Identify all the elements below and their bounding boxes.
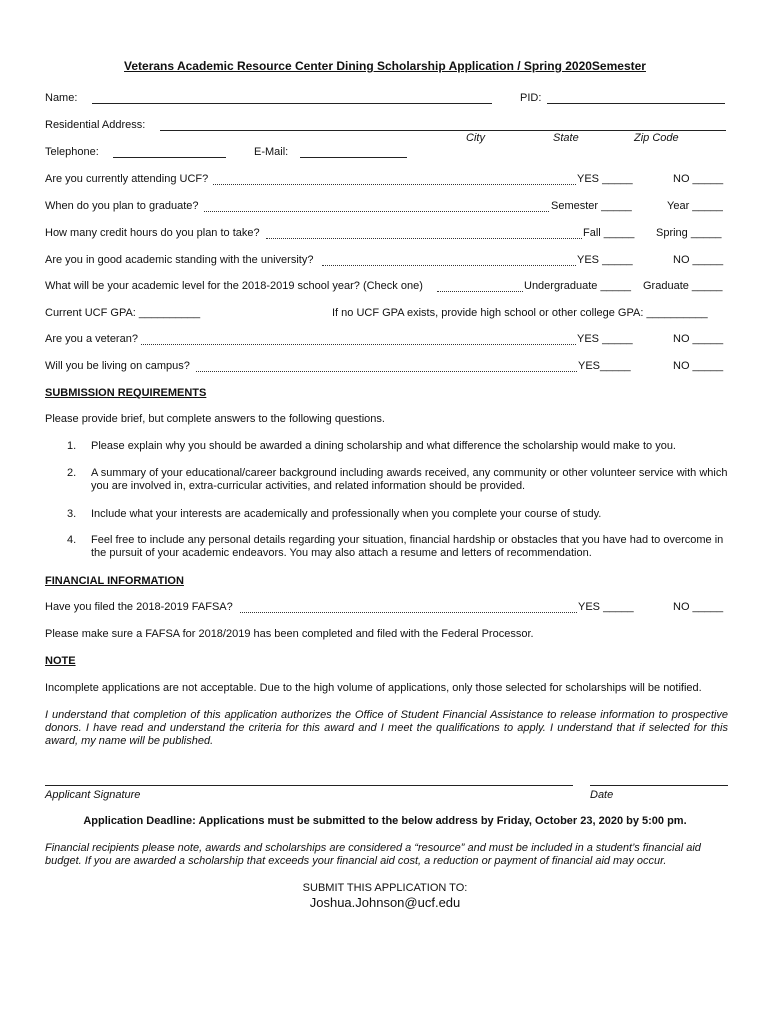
campus-yes[interactable]: YES_____ bbox=[578, 360, 631, 372]
other-gpa-field[interactable]: If no UCF GPA exists, provide high school or other college GPA: __________ bbox=[332, 307, 708, 319]
city-label: City bbox=[466, 132, 485, 144]
campus-no[interactable]: NO _____ bbox=[673, 360, 724, 372]
form-title: Veterans Academic Resource Center Dining Scholarship Application / Spring 2020Semester bbox=[124, 59, 646, 73]
credit-spring[interactable]: Spring _____ bbox=[656, 227, 722, 239]
name-field[interactable] bbox=[92, 103, 492, 104]
question-campus: Will you be living on campus? bbox=[45, 360, 190, 372]
credit-fall[interactable]: Fall _____ bbox=[583, 227, 635, 239]
telephone-label: Telephone: bbox=[45, 146, 99, 158]
graduate-year[interactable]: Year _____ bbox=[667, 200, 723, 212]
pid-label: PID: bbox=[520, 92, 542, 104]
submission-intro: Please provide brief, but complete answers to the following questions. bbox=[45, 413, 385, 425]
address-label: Residential Address: bbox=[45, 119, 146, 131]
requirement-item: Include what your interests are academically and professionally when you complete your course of study. bbox=[91, 508, 602, 520]
leader-dots bbox=[204, 211, 549, 212]
question-attending: Are you currently attending UCF? bbox=[45, 173, 209, 185]
question-standing: Are you in good academic standing with the university? bbox=[45, 254, 314, 266]
telephone-field[interactable] bbox=[113, 157, 226, 158]
name-label: Name: bbox=[45, 92, 78, 104]
consent-text: I understand that completion of this application authorizes the Office of Student Financial Assistance to release information to prospective donors. I have read and understand the criteria for this award and I meet the qualifications to apply. I understand that if selected for this award, my name will be published. bbox=[45, 709, 728, 747]
note-heading: NOTE bbox=[45, 655, 76, 667]
question-academic-level: What will be your academic level for the 2018-2019 school year? (Check one) bbox=[45, 280, 423, 292]
requirement-item: Please explain why you should be awarded a dining scholarship and what difference the scholarship would make to you. bbox=[91, 440, 676, 452]
question-veteran: Are you a veteran? bbox=[45, 333, 138, 345]
item-number: 4. bbox=[67, 534, 77, 546]
item-number: 3. bbox=[67, 508, 77, 520]
level-undergraduate[interactable]: Undergraduate _____ bbox=[524, 280, 632, 292]
fafsa-no[interactable]: NO _____ bbox=[673, 601, 724, 613]
question-credit-hours: How many credit hours do you plan to take? bbox=[45, 227, 260, 239]
current-gpa-field[interactable]: Current UCF GPA: __________ bbox=[45, 307, 201, 319]
leader-dots bbox=[240, 612, 577, 613]
signature-line[interactable] bbox=[45, 785, 573, 786]
submit-email[interactable]: Joshua.Johnson@ucf.edu bbox=[309, 895, 461, 910]
graduate-semester[interactable]: Semester _____ bbox=[551, 200, 632, 212]
veteran-no[interactable]: NO _____ bbox=[673, 333, 724, 345]
recipients-note: Financial recipients please note, awards and scholarships are considered a “resource” and must be included in a student’s financial aid budget. If you are awarded a scholarship that exceeds your financial aid cost, a reduction or payment of financial aid may occur. bbox=[45, 842, 701, 867]
submit-to-label: SUBMIT THIS APPLICATION TO: bbox=[302, 882, 468, 894]
attending-no[interactable]: NO _____ bbox=[673, 173, 724, 185]
submission-heading: SUBMISSION REQUIREMENTS bbox=[45, 387, 207, 399]
email-field[interactable] bbox=[300, 157, 407, 158]
leader-dots bbox=[141, 344, 576, 345]
deadline-text: Application Deadline: Applications must be submitted to the below address by Friday, October 23, 2020 by 5:00 pm. bbox=[83, 815, 687, 827]
standing-no[interactable]: NO _____ bbox=[673, 254, 724, 266]
date-line[interactable] bbox=[590, 785, 728, 786]
leader-dots bbox=[266, 238, 582, 239]
pid-field[interactable] bbox=[547, 103, 725, 104]
address-field[interactable] bbox=[160, 130, 726, 131]
leader-dots bbox=[196, 371, 577, 372]
attending-yes[interactable]: YES _____ bbox=[577, 173, 633, 185]
leader-dots bbox=[437, 291, 523, 292]
leader-dots bbox=[213, 184, 576, 185]
requirement-item: A summary of your educational/career background including awards received, any community or other volunteer service with which you are involved in, extra-curricular activities, and related information should be provided. bbox=[91, 467, 728, 492]
item-number: 2. bbox=[67, 467, 77, 479]
note-text: Incomplete applications are not acceptable. Due to the high volume of applications, only those selected for scholarships will be notified. bbox=[45, 682, 702, 694]
level-graduate[interactable]: Graduate _____ bbox=[643, 280, 723, 292]
question-graduate: When do you plan to graduate? bbox=[45, 200, 199, 212]
fafsa-note: Please make sure a FAFSA for 2018/2019 has been completed and filed with the Federal Processor. bbox=[45, 628, 534, 640]
question-fafsa: Have you filed the 2018-2019 FAFSA? bbox=[45, 601, 233, 613]
date-label: Date bbox=[590, 789, 614, 801]
leader-dots bbox=[322, 265, 576, 266]
item-number: 1. bbox=[67, 440, 77, 452]
veteran-yes[interactable]: YES _____ bbox=[577, 333, 633, 345]
state-label: State bbox=[553, 132, 579, 144]
fafsa-yes[interactable]: YES _____ bbox=[578, 601, 634, 613]
financial-heading: FINANCIAL INFORMATION bbox=[45, 575, 184, 587]
signature-label: Applicant Signature bbox=[45, 789, 141, 801]
email-label: E-Mail: bbox=[254, 146, 289, 158]
standing-yes[interactable]: YES _____ bbox=[577, 254, 633, 266]
zip-label: Zip Code bbox=[634, 132, 679, 144]
requirement-item: Feel free to include any personal details regarding your situation, financial hardship or obstacles that you have had to overcome in the pursuit of your academic endeavors. You may also attach a resume and letters of recommendation. bbox=[91, 534, 724, 559]
